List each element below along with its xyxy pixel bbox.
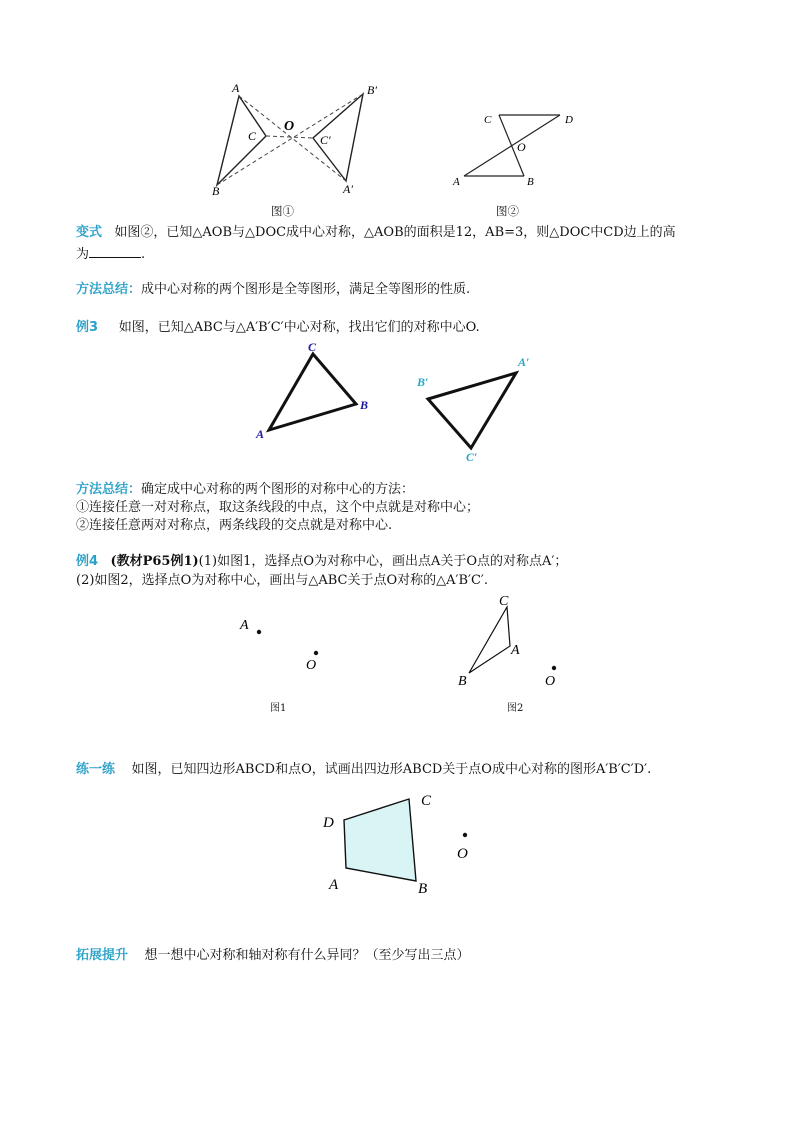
- ex4-fig2-label-a: A: [511, 643, 520, 658]
- ex4-fig2-label-c: C: [499, 594, 509, 609]
- fig1-label-b: B: [212, 184, 220, 198]
- example-3-tag: 例3: [76, 320, 99, 335]
- summary-2-text: 确定成中心对称的两个图形的对称中心的方法：: [141, 482, 415, 497]
- example-4-text-1: (1)如图1，选择点O为对称中心，画出点A关于O点的对称点A′；: [198, 554, 568, 569]
- extension: [76, 947, 470, 965]
- example-4-tag: 例4: [76, 554, 99, 569]
- example-4-ref: (教材P65例1): [110, 554, 199, 569]
- practice-label-c: C: [421, 793, 432, 809]
- fig2-label-c: C: [484, 114, 492, 126]
- ex4-fig1-label-o: O: [306, 658, 317, 673]
- figure-2-central-symmetry: [450, 106, 580, 192]
- summary-1-text: 成中心对称的两个图形是全等图形，满足全等图形的性质.: [141, 282, 471, 297]
- quadrilateral-abcd: [344, 799, 416, 881]
- extension-tag: 拓展提升: [76, 948, 129, 963]
- ex3-label-b-prime: B′: [417, 375, 429, 389]
- practice-label-b: B: [418, 881, 428, 897]
- ex3-label-a-prime: A′: [518, 355, 530, 369]
- practice-tag: 练一练: [76, 762, 116, 777]
- fig1-label-a: A: [232, 81, 240, 95]
- fig2-label-d: D: [565, 114, 573, 126]
- summary-1: [76, 281, 470, 299]
- summary-2-item-1: ①连接任意一对对称点，取这条线段的中点，这个中点就是对称中心；: [76, 500, 480, 515]
- fig1-label-b-prime: B′: [367, 83, 377, 97]
- ex3-label-b: B: [360, 398, 369, 412]
- variant-text: 如图②，已知△AOB与△DOC成中心对称，△AOB的面积是12，AB=3，则△DOC中CD边上的高: [114, 225, 676, 240]
- practice-label-a: A: [329, 877, 339, 893]
- ex4-fig1-label-a: A: [240, 618, 249, 633]
- ex3-label-c-prime: C′: [466, 450, 478, 464]
- fig2-label-a: A: [453, 176, 460, 188]
- variant-text-2a: 为: [76, 247, 90, 262]
- practice-label-d: D: [323, 815, 334, 831]
- example-3: [76, 319, 480, 337]
- variant-line-1: [76, 224, 676, 242]
- example-3-text: 如图，已知△ABC与△A′B′C′中心对称，找出它们的对称中心O.: [118, 320, 480, 335]
- practice-label-o: O: [457, 846, 468, 862]
- ex4-fig2-label-o: O: [545, 674, 556, 689]
- summary-2: [76, 481, 414, 499]
- variant-text-2b: .: [141, 247, 146, 262]
- practice-figure: [315, 788, 495, 900]
- example-4-figure-2: [450, 590, 570, 690]
- ex3-label-a: A: [256, 427, 265, 441]
- practice-text: 如图，已知四边形ABCD和点O，试画出四边形ABCD关于点O成中心对称的图形A′B′C′D′.: [131, 762, 652, 777]
- fig1-label-c: C: [248, 129, 257, 143]
- variant-tag: 变式: [76, 225, 103, 240]
- example-4-line-1: [76, 553, 567, 571]
- example-3-figure: [250, 338, 550, 466]
- fig1-caption: 图①: [271, 204, 294, 218]
- answer-blank[interactable]: [89, 245, 141, 258]
- example-4-fig2-caption: 图2: [507, 703, 524, 714]
- extension-text: 想一想中心对称和轴对称有什么异同？（至少写出三点）: [144, 948, 470, 963]
- fig2-label-o: O: [517, 140, 526, 154]
- fig1-label-c-prime: C′: [320, 133, 331, 147]
- summary-2-tag: 方法总结：: [76, 482, 142, 497]
- summary-2-item-2: ②连接任意两对对称点，两条线段的交点就是对称中心.: [76, 518, 393, 533]
- ex3-label-c: C: [308, 340, 317, 354]
- figure-1-central-symmetry: [200, 78, 390, 203]
- example-4-figure-1: [235, 610, 335, 675]
- summary-1-tag: 方法总结：: [76, 282, 142, 297]
- example-4-fig1-caption: 图1: [270, 703, 287, 714]
- fig1-label-o: O: [284, 119, 295, 134]
- ex4-fig2-label-b: B: [458, 674, 467, 689]
- fig1-label-a-prime: A′: [343, 182, 353, 196]
- fig2-label-b: B: [527, 176, 534, 188]
- fig2-caption: 图②: [496, 204, 519, 218]
- variant-line-2: [76, 245, 145, 264]
- example-4-line-2: (2)如图2，选择点O为对称中心，画出与△ABC关于点O对称的△A′B′C′.: [76, 573, 489, 588]
- practice: [76, 761, 651, 779]
